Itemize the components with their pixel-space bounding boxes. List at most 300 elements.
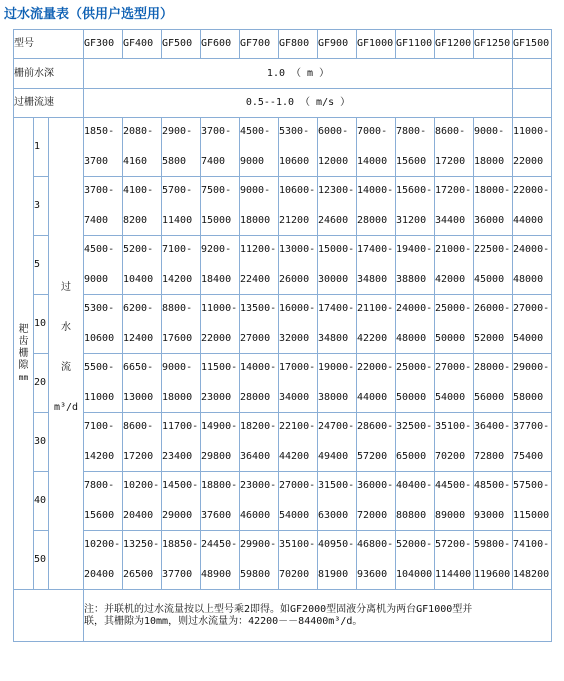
flow-value-cell: [123, 177, 162, 236]
model-label: 型号: [14, 30, 84, 59]
flow-value-cell: [318, 413, 357, 472]
flow-value-cell: [396, 177, 435, 236]
flow-label-char: 水: [61, 322, 71, 333]
flow-value-cell: [318, 118, 357, 177]
flow-min-value: 18200-: [240, 421, 277, 432]
flow-min-value: 7000-: [357, 126, 388, 137]
flow-value-cell: [162, 236, 201, 295]
flow-max-value: 26000: [279, 274, 310, 285]
flow-min-value: 22000-: [513, 185, 550, 196]
flow-max-value: 27000: [240, 333, 271, 344]
flow-min-value: 11000-: [513, 126, 550, 137]
flow-max-value: 11400: [162, 215, 193, 226]
flow-max-value: 72000: [357, 510, 388, 521]
flow-value-cell: [162, 413, 201, 472]
flow-value-cell: [279, 472, 318, 531]
flow-max-value: 37600: [201, 510, 232, 521]
flow-value-cell: [435, 118, 474, 177]
flow-min-value: 31500-: [318, 480, 355, 491]
flow-value-cell: [123, 295, 162, 354]
flow-value-cell: [240, 531, 279, 590]
gap-label-char: 耙: [18, 323, 29, 335]
flow-min-value: 5200-: [123, 244, 154, 255]
flow-max-value: 18000: [162, 392, 193, 403]
flow-min-value: 15600-: [396, 185, 433, 196]
gap-label-char: 隙: [18, 359, 29, 371]
flow-max-value: 26500: [123, 569, 154, 580]
flow-max-value: 22000: [513, 156, 544, 167]
flow-max-value: 10400: [123, 274, 154, 285]
flow-value-cell: [357, 295, 396, 354]
flow-table: [13, 29, 552, 642]
flow-min-value: 7100-: [162, 244, 193, 255]
flow-max-value: 7400: [84, 215, 109, 226]
flow-min-value: 8800-: [162, 303, 193, 314]
flow-max-value: 4160: [123, 156, 148, 167]
flow-min-value: 52000-: [396, 539, 433, 550]
flow-value-cell: [240, 472, 279, 531]
flow-value-cell: [318, 354, 357, 413]
flow-max-value: 48000: [396, 333, 427, 344]
flow-value-cell: [318, 177, 357, 236]
flow-value-cell: [240, 236, 279, 295]
flow-value-cell: [513, 236, 552, 295]
flow-min-value: 4500-: [84, 244, 115, 255]
flow-value-cell: [513, 472, 552, 531]
depth-row: [14, 59, 552, 89]
flow-value-cell: [474, 118, 513, 177]
flow-value-cell: [396, 413, 435, 472]
gap-value-cell: 5: [34, 236, 49, 295]
flow-min-value: 28000-: [474, 362, 511, 373]
flow-min-value: 57200-: [435, 539, 472, 550]
flow-max-value: 10600: [279, 156, 310, 167]
flow-min-value: 29000-: [513, 362, 550, 373]
flow-max-value: 52000: [474, 333, 505, 344]
flow-value-cell: [201, 354, 240, 413]
flow-value-cell: [240, 295, 279, 354]
flow-max-value: 3700: [84, 156, 109, 167]
flow-max-value: 115000: [513, 510, 550, 521]
flow-label-char: m³/d: [53, 402, 79, 413]
flow-max-value: 42000: [435, 274, 466, 285]
flow-min-value: 5300-: [279, 126, 310, 137]
flow-max-value: 93000: [474, 510, 505, 521]
footnote-line-1: 注：并联机的过水流量按以上型号乘2即得。如GF2000型固液分离机为两台GF1000型并: [84, 603, 473, 615]
model-header-cell: GF1500: [513, 30, 552, 59]
flow-value-cell: [357, 354, 396, 413]
flow-value-cell: [84, 118, 123, 177]
flow-max-value: 11000: [84, 392, 115, 403]
flow-max-value: 44200: [279, 451, 310, 462]
model-header-cell: GF900: [318, 30, 357, 59]
flow-max-value: 17600: [162, 333, 193, 344]
flow-min-value: 22100-: [279, 421, 316, 432]
flow-max-value: 15600: [396, 156, 427, 167]
flow-min-value: 4100-: [123, 185, 154, 196]
flow-max-value: 22400: [240, 274, 271, 285]
flow-max-value: 37700: [162, 569, 193, 580]
flow-min-value: 13250-: [123, 539, 160, 550]
flow-min-value: 44500-: [435, 480, 472, 491]
flow-value-cell: [162, 531, 201, 590]
flow-min-value: 24000-: [513, 244, 550, 255]
flow-max-value: 17200: [435, 156, 466, 167]
flow-value-cell: [84, 295, 123, 354]
flow-min-value: 59800-: [474, 539, 511, 550]
flow-min-value: 24700-: [318, 421, 355, 432]
flow-max-value: 7400: [201, 156, 226, 167]
flow-min-value: 15000-: [318, 244, 355, 255]
flow-value-cell: [84, 531, 123, 590]
flow-min-value: 14900-: [201, 421, 238, 432]
flow-value-cell: [396, 295, 435, 354]
table-row: [14, 236, 552, 295]
flow-max-value: 20400: [123, 510, 154, 521]
flow-value-cell: [279, 295, 318, 354]
flow-min-value: 13500-: [240, 303, 277, 314]
page-title: 过水流量表（供用户选型用）: [4, 7, 174, 22]
flow-value-cell: [162, 354, 201, 413]
flow-max-value: 89000: [435, 510, 466, 521]
gap-value-cell: 10: [34, 295, 49, 354]
flow-max-value: 65000: [396, 451, 427, 462]
flow-min-value: 27000-: [435, 362, 472, 373]
flow-max-value: 48000: [513, 274, 544, 285]
flow-min-value: 74100-: [513, 539, 550, 550]
flow-value-cell: [396, 472, 435, 531]
flow-value-cell: [474, 236, 513, 295]
model-header-cell: GF1200: [435, 30, 474, 59]
flow-min-value: 36400-: [474, 421, 511, 432]
flow-max-value: 57200: [357, 451, 388, 462]
flow-min-value: 18850-: [162, 539, 199, 550]
flow-max-value: 48900: [201, 569, 232, 580]
flow-max-value: 12400: [123, 333, 154, 344]
flow-max-value: 75400: [513, 451, 544, 462]
flow-min-value: 17000-: [279, 362, 316, 373]
flow-max-value: 24600: [318, 215, 349, 226]
flow-max-value: 18000: [474, 156, 505, 167]
flow-min-value: 35100-: [279, 539, 316, 550]
flow-min-value: 17400-: [357, 244, 394, 255]
velocity-label: 过栅流速: [14, 89, 84, 118]
flow-value-cell: [162, 118, 201, 177]
flow-max-value: 30000: [318, 274, 349, 285]
gap-value-cell: 1: [34, 118, 49, 177]
model-header-cell: GF1250: [474, 30, 513, 59]
flow-value-cell: [84, 413, 123, 472]
flow-max-value: 10600: [84, 333, 115, 344]
flow-value-cell: [123, 118, 162, 177]
flow-value-cell: [201, 177, 240, 236]
flow-min-value: 6000-: [318, 126, 349, 137]
depth-extra-cell: [513, 59, 552, 89]
flow-value-cell: [396, 118, 435, 177]
flow-value-cell: [279, 531, 318, 590]
flow-value-cell: [123, 472, 162, 531]
flow-min-value: 12300-: [318, 185, 355, 196]
flow-value-cell: [396, 354, 435, 413]
gap-value-cell: 30: [34, 413, 49, 472]
flow-min-value: 27000-: [513, 303, 550, 314]
model-header-cell: GF1100: [396, 30, 435, 59]
flow-max-value: 36400: [240, 451, 271, 462]
flow-max-value: 18000: [240, 215, 271, 226]
flow-max-value: 14000: [357, 156, 388, 167]
table-row: [14, 295, 552, 354]
flow-value-cell: [279, 118, 318, 177]
flow-max-value: 32000: [279, 333, 310, 344]
flow-min-value: 3700-: [201, 126, 232, 137]
flow-value-cell: [357, 531, 396, 590]
flow-value-cell: [435, 236, 474, 295]
flow-min-value: 36000-: [357, 480, 394, 491]
flow-max-value: 5800: [162, 156, 187, 167]
model-header-cell: GF800: [279, 30, 318, 59]
flow-min-value: 29900-: [240, 539, 277, 550]
flow-min-value: 6200-: [123, 303, 154, 314]
flow-max-value: 59800: [240, 569, 271, 580]
flow-max-value: 45000: [474, 274, 505, 285]
flow-min-value: 35100-: [435, 421, 472, 432]
flow-value-cell: [513, 531, 552, 590]
flow-max-value: 42200: [357, 333, 388, 344]
flow-value-cell: [162, 177, 201, 236]
flow-value-cell: [162, 472, 201, 531]
flow-value-cell: [474, 177, 513, 236]
flow-value-cell: [84, 236, 123, 295]
gap-value-cell: 20: [34, 354, 49, 413]
flow-value-cell: [240, 413, 279, 472]
flow-min-value: 1850-: [84, 126, 115, 137]
flow-value-cell: [318, 531, 357, 590]
flow-max-value: 70200: [435, 451, 466, 462]
model-row: [14, 30, 552, 59]
flow-min-value: 6650-: [123, 362, 154, 373]
flow-value-cell: [435, 472, 474, 531]
flow-min-value: 9000-: [240, 185, 271, 196]
flow-value-cell: [279, 177, 318, 236]
flow-min-value: 11500-: [201, 362, 238, 373]
flow-max-value: 17200: [123, 451, 154, 462]
flow-max-value: 58000: [513, 392, 544, 403]
flow-value-cell: [474, 531, 513, 590]
flow-min-value: 22500-: [474, 244, 511, 255]
flow-max-value: 54000: [513, 333, 544, 344]
flow-min-value: 16000-: [279, 303, 316, 314]
flow-value-cell: [474, 472, 513, 531]
flow-min-value: 21000-: [435, 244, 472, 255]
flow-max-value: 12000: [318, 156, 349, 167]
table-row: [14, 413, 552, 472]
flow-max-value: 15000: [201, 215, 232, 226]
flow-min-value: 57500-: [513, 480, 550, 491]
velocity-value: 0.5--1.0 （ m/s ）: [84, 89, 513, 118]
flow-min-value: 13000-: [279, 244, 316, 255]
velocity-row: [14, 89, 552, 118]
flow-max-value: 148200: [513, 569, 550, 580]
flow-min-value: 24450-: [201, 539, 238, 550]
flow-value-cell: [513, 295, 552, 354]
flow-max-value: 114400: [435, 569, 472, 580]
flow-value-cell: [396, 236, 435, 295]
flow-value-cell: [279, 236, 318, 295]
flow-min-value: 26000-: [474, 303, 511, 314]
flow-value-cell: [435, 413, 474, 472]
flow-value-cell: [318, 295, 357, 354]
flow-value-cell: [201, 413, 240, 472]
flow-max-value: 15600: [84, 510, 115, 521]
gap-vertical-label: [14, 118, 34, 590]
flow-value-cell: [240, 118, 279, 177]
flow-min-value: 5500-: [84, 362, 115, 373]
flow-max-value: 21200: [279, 215, 310, 226]
flow-max-value: 22000: [201, 333, 232, 344]
flow-min-value: 40950-: [318, 539, 355, 550]
flow-value-cell: [201, 531, 240, 590]
flow-value-cell: [84, 472, 123, 531]
flow-max-value: 18400: [201, 274, 232, 285]
gap-value-cell: 50: [34, 531, 49, 590]
flow-value-cell: [513, 118, 552, 177]
flow-min-value: 11200-: [240, 244, 277, 255]
flow-max-value: 34800: [357, 274, 388, 285]
depth-value: 1.0 （ m ）: [84, 59, 513, 89]
flow-min-value: 11000-: [201, 303, 238, 314]
flow-min-value: 46800-: [357, 539, 394, 550]
flow-min-value: 28600-: [357, 421, 394, 432]
flow-value-cell: [357, 413, 396, 472]
flow-value-cell: [474, 295, 513, 354]
flow-min-value: 18000-: [474, 185, 511, 196]
flow-value-cell: [513, 413, 552, 472]
flow-max-value: 104000: [396, 569, 433, 580]
flow-max-value: 44000: [357, 392, 388, 403]
flow-max-value: 46000: [240, 510, 271, 521]
table-row: [14, 354, 552, 413]
velocity-extra-cell: [513, 89, 552, 118]
flow-min-value: 19000-: [318, 362, 355, 373]
flow-value-cell: [357, 236, 396, 295]
flow-min-value: 27000-: [279, 480, 316, 491]
flow-min-value: 18800-: [201, 480, 238, 491]
model-header-cell: GF500: [162, 30, 201, 59]
table-row: [14, 118, 552, 177]
gap-value-cell: 40: [34, 472, 49, 531]
flow-max-value: 34400: [435, 215, 466, 226]
flow-max-value: 9000: [240, 156, 265, 167]
flow-min-value: 23000-: [240, 480, 277, 491]
model-header-cell: GF400: [123, 30, 162, 59]
flow-min-value: 7800-: [84, 480, 115, 491]
flow-max-value: 56000: [474, 392, 505, 403]
flow-max-value: 23000: [201, 392, 232, 403]
flow-max-value: 14200: [84, 451, 115, 462]
flow-max-value: 13000: [123, 392, 154, 403]
flow-max-value: 29000: [162, 510, 193, 521]
flow-value-cell: [396, 531, 435, 590]
model-header-cell: GF600: [201, 30, 240, 59]
flow-max-value: 70200: [279, 569, 310, 580]
flow-min-value: 37700-: [513, 421, 550, 432]
flow-value-cell: [123, 236, 162, 295]
flow-min-value: 9000-: [162, 362, 193, 373]
flow-max-value: 34000: [279, 392, 310, 403]
note-blank-cell: [14, 590, 84, 642]
flow-value-cell: [240, 354, 279, 413]
flow-value-cell: [123, 531, 162, 590]
flow-min-value: 5300-: [84, 303, 115, 314]
note-row: [14, 590, 552, 642]
flow-max-value: 63000: [318, 510, 349, 521]
flow-value-cell: [123, 413, 162, 472]
flow-min-value: 7100-: [84, 421, 115, 432]
gap-label-char: 齿: [18, 335, 29, 347]
flow-vertical-label: [49, 118, 84, 590]
flow-max-value: 14200: [162, 274, 193, 285]
flow-max-value: 49400: [318, 451, 349, 462]
flow-min-value: 7500-: [201, 185, 232, 196]
flow-min-value: 22000-: [357, 362, 394, 373]
model-header-cell: GF1000: [357, 30, 396, 59]
flow-min-value: 9000-: [474, 126, 505, 137]
flow-max-value: 50000: [396, 392, 427, 403]
flow-min-value: 25000-: [435, 303, 472, 314]
model-header-cell: GF700: [240, 30, 279, 59]
flow-max-value: 31200: [396, 215, 427, 226]
flow-value-cell: [435, 531, 474, 590]
flow-value-cell: [435, 295, 474, 354]
flow-min-value: 10200-: [123, 480, 160, 491]
flow-max-value: 8200: [123, 215, 148, 226]
flow-max-value: 29800: [201, 451, 232, 462]
flow-min-value: 10600-: [279, 185, 316, 196]
flow-min-value: 8600-: [435, 126, 466, 137]
flow-max-value: 34800: [318, 333, 349, 344]
flow-min-value: 14500-: [162, 480, 199, 491]
flow-max-value: 38000: [318, 392, 349, 403]
flow-value-cell: [435, 354, 474, 413]
flow-min-value: 4500-: [240, 126, 271, 137]
depth-label: 栅前水深: [14, 59, 84, 89]
flow-value-cell: [201, 472, 240, 531]
flow-min-value: 2900-: [162, 126, 193, 137]
table-row: [14, 472, 552, 531]
flow-value-cell: [357, 177, 396, 236]
flow-min-value: 32500-: [396, 421, 433, 432]
flow-min-value: 40400-: [396, 480, 433, 491]
flow-max-value: 44000: [513, 215, 544, 226]
flow-value-cell: [435, 177, 474, 236]
flow-min-value: 10200-: [84, 539, 121, 550]
flow-value-cell: [201, 295, 240, 354]
flow-value-cell: [162, 295, 201, 354]
footnote: [84, 590, 552, 642]
flow-label-char: 过: [61, 282, 71, 293]
flow-value-cell: [318, 472, 357, 531]
flow-value-cell: [279, 354, 318, 413]
flow-max-value: 80800: [396, 510, 427, 521]
gap-value-cell: 3: [34, 177, 49, 236]
flow-max-value: 36000: [474, 215, 505, 226]
flow-value-cell: [201, 118, 240, 177]
flow-max-value: 9000: [84, 274, 109, 285]
flow-min-value: 25000-: [396, 362, 433, 373]
flow-max-value: 50000: [435, 333, 466, 344]
flow-min-value: 48500-: [474, 480, 511, 491]
flow-max-value: 28000: [357, 215, 388, 226]
